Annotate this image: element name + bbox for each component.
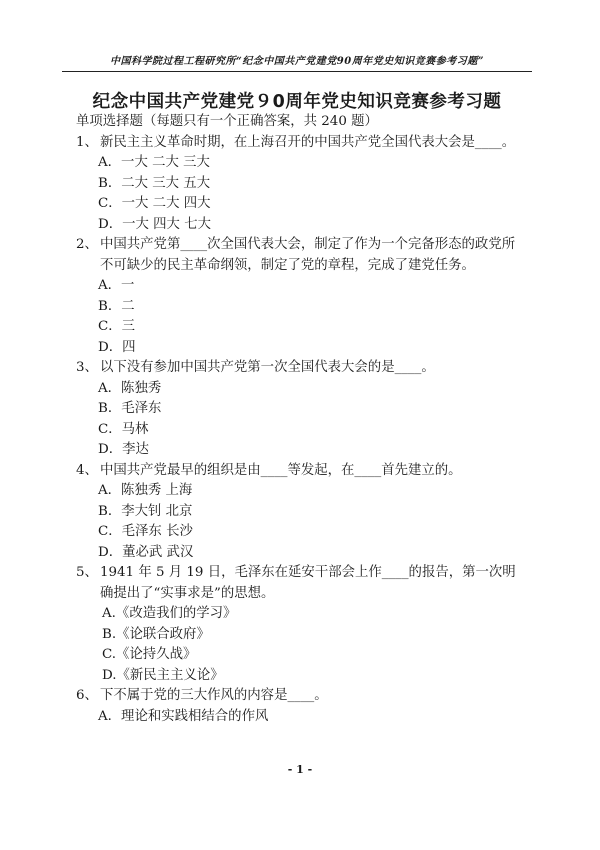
option-a: A．理论和实践相结合的作风 <box>98 708 269 724</box>
question-4 <box>76 461 536 482</box>
question-5 <box>76 563 536 604</box>
option-b: B．二 <box>98 298 135 314</box>
question-text: 1941 年 5 月 19 日，毛泽东在延安干部会上作____的报告，第一次明确提出了“实事求是”的思想。 <box>100 565 516 601</box>
question-list <box>76 112 536 727</box>
question-text: 以下没有参加中国共产党第一次全国代表大会的是____。 <box>100 360 435 375</box>
question-text: 新民主主义革命时期，在上海召开的中国共产党全国代表大会是____。 <box>100 134 516 150</box>
option-a: A．陈独秀 <box>98 380 162 396</box>
question-2 <box>76 235 536 276</box>
question-number: 1、 <box>76 134 98 150</box>
option-c: C．三 <box>98 319 136 334</box>
page-number: - 1 - <box>287 763 313 776</box>
option-a: A．一 <box>98 278 135 293</box>
question-text: 中国共产党第____次全国代表大会，制定了作为一个完备形态的政党所不可缺少的民主革命纲领，制定了党的章程，完成了建党任务。 <box>100 237 516 273</box>
running-header: 中国科学院过程工程研究所“纪念中国共产党建党90周年党史知识竞赛参考习题” <box>110 56 484 67</box>
option-d: D．董必武 武汉 <box>98 544 194 560</box>
question-3 <box>76 358 536 379</box>
option-c: C.《论持久战》 <box>102 647 197 662</box>
option-d: D．一大 四大 七大 <box>98 216 211 232</box>
option-a: A.《改造我们的学习》 <box>102 606 237 621</box>
option-d: D．四 <box>98 339 136 355</box>
question-text: 下不属于党的三大作风的内容是____。 <box>100 688 328 703</box>
question-number: 4、 <box>76 462 98 478</box>
option-a: A．一大 二大 三大 <box>98 155 210 170</box>
option-b: B.《论联合政府》 <box>102 626 210 642</box>
option-b: B．二大 三大 五大 <box>98 175 211 191</box>
question-number: 6、 <box>76 688 98 703</box>
question-number: 5、 <box>76 565 98 580</box>
option-c: C．毛泽东 长沙 <box>98 524 193 539</box>
question-6 <box>76 686 536 707</box>
question-text: 中国共产党最早的组织是由____等发起，在____首先建立的。 <box>100 462 462 478</box>
option-c: C．马林 <box>98 421 149 437</box>
document-title: 纪念中国共产党建党９0周年党史知识竞赛参考习题 <box>92 92 502 112</box>
option-a: A．陈独秀 上海 <box>98 483 193 498</box>
option-d: D.《新民主主义论》 <box>102 667 224 683</box>
section-heading: 单项选择题（每题只有一个正确答案，共 240 题） <box>76 114 378 129</box>
option-b: B．李大钊 北京 <box>98 503 193 519</box>
option-c: C．一大 二大 四大 <box>98 196 211 211</box>
option-b: B．毛泽东 <box>98 401 162 416</box>
question-number: 3、 <box>76 360 98 375</box>
option-d: D．李达 <box>98 442 149 457</box>
question-1 <box>76 133 536 154</box>
question-number: 2、 <box>76 237 98 252</box>
header-divider <box>62 71 532 72</box>
